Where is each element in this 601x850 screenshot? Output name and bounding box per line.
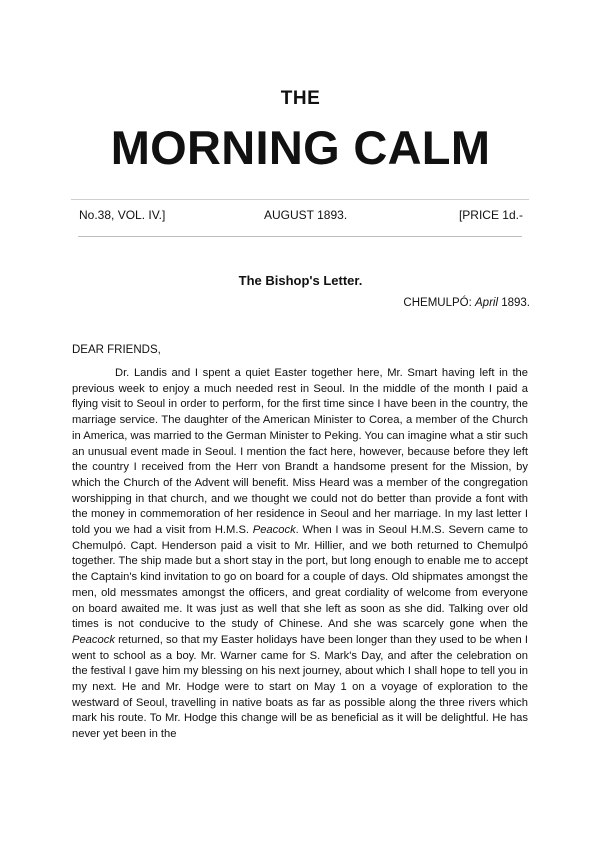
- issue-date: AUGUST 1893.: [264, 208, 348, 222]
- masthead-the: THE: [280, 88, 321, 109]
- letter-body: [72, 366, 528, 743]
- ship-name-peacock: Peacock: [252, 524, 296, 537]
- body-segment: Dr. Landis and I spent a quiet Easter together here, Mr. Smart having left in the previous week to enjoy a much needed rest in Seoul. In the middle of the month I paid a flying visit to Seoul in order to perform, for the first time since I have been in the country, the marriage service. The daughter of the American Minister to Corea, a member of the Church in America, was married to the German Minister to Peking. You can imagine what a stir such an unusual event made in Seoul. I mention the fact here, however, because before they left the country I received from the Herr von Brandt a handsome present for the Mission, by which the Church of the Advent will benefit. Miss Heard was a member of the congregation worshipping in that church, and we thought we could not do better than provide a font with the money in commemoration of her residence in Seoul and her marriage. In my last letter I told you we had a visit from H.M.S.: [72, 367, 528, 537]
- masthead-title: MORNING CALM: [110, 121, 491, 174]
- letter-salutation: DEAR FRIENDS,: [72, 344, 161, 356]
- header-rule-bottom: [78, 236, 522, 237]
- issue-price: [PRICE 1d.-: [458, 208, 523, 222]
- body-segment: returned, so that my Easter holidays have been longer than they used to be when I went to school as a boy. Mr. Warner came for S. Mark's Day, and after the celebration on the festival I gave him my blessing on his next journey, about which I shall hope to tell you in my next. He and Mr. Hodge were to start on May 1 on a voyage of exploration to the westward of Seoul, travelling in native boats as far as possible along the three rivers which mark his route. To Mr. Hodge this change will be as beneficial as it will be delightful. He has never yet been in the: [72, 633, 528, 741]
- dateline-month: April: [475, 297, 499, 309]
- article-title: The Bishop's Letter.: [238, 273, 363, 288]
- dateline-place: CHEMULPÓ:: [403, 297, 475, 309]
- ship-name-peacock: Peacock: [72, 633, 115, 646]
- issue-line: [79, 208, 523, 224]
- article-dateline: [403, 297, 530, 309]
- issue-number: No.38, VOL. IV.]: [79, 208, 166, 222]
- header-rule-top: [71, 199, 529, 200]
- body-segment: . When I was in Seoul H.M.S. Severn came to Chemulpó. Capt. Henderson paid a visit to Mr. Hillier, and we both returned to Chemulpó together. The ship made but a short stay in the port, but long enough to enable me to accept the Captain's kind invitation to go on board for a couple of days. Old shipmates amongst the men, old messmates amongst the officers, and great cordiality of welcome from everyone on board awaited me. It was just as well that she left as soon as she did. Talking over old times is not conducive to the study of Chinese. And she was scarcely gone when the: [72, 524, 528, 631]
- dateline-year: 1893.: [498, 297, 530, 309]
